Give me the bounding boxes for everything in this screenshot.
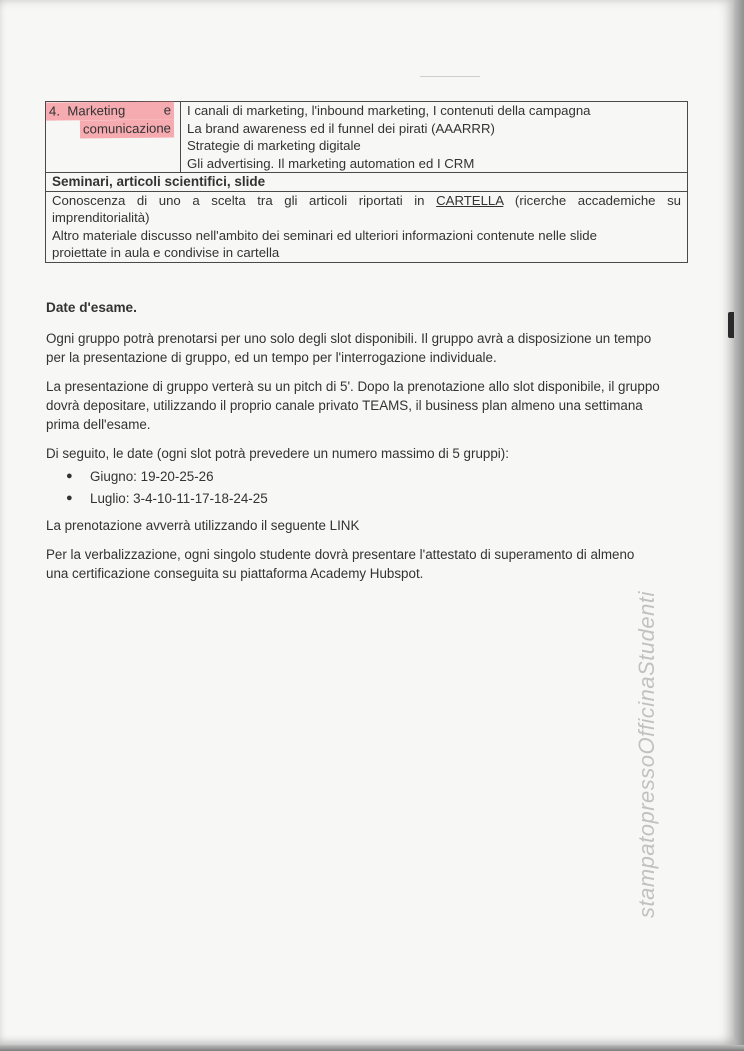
section-body [46,191,688,262]
exam-paragraph: La presentazione di gruppo verterà su un pitch di 5'. Dopo la prenotazione allo slot disponibile, il gruppo dovrà depositare, utilizzando il proprio canale privato TEAMS, il business plan almeno una settimana prima dell'esame. [46,379,660,432]
module-title-word: Marketing [67,102,126,119]
section-title: Seminari, articoli scientifici, slide [46,173,688,192]
topic-item: Strategie di marketing digitale [187,138,361,153]
highlighted-module-title [46,101,174,120]
date-entry: Giugno: 19-20-25-26 [90,469,214,484]
list-item [64,489,660,508]
syllabus-table [45,101,688,263]
dates-list [46,467,660,508]
scan-artifact [420,76,480,77]
booking-link-paragraph: La prenotazione avverrà utilizzando il seguente LINK [46,518,360,533]
topic-item: La brand awareness ed il funnel dei pirati (AAARRR) [187,120,495,136]
exam-paragraph: Per la verbalizzazione, ogni singolo studente dovrà presentare l'attestato di superamento di almeno una certificazione conseguita su piattaforma Academy Hubspot. [46,547,635,581]
exam-section [46,298,660,593]
section-line: Conoscenza di uno a scelta tra gli articoli riportati in [52,192,425,208]
section-line: proiettate in aula e condivise in cartella [52,245,280,260]
section-line: Altro materiale discusso nell'ambito dei seminari ed ulteriori informazioni contenute nelle slide [52,227,597,243]
bullet-icon: ● [66,492,73,504]
section-line-end: (ricerche accademiche su [514,192,682,208]
page-edge-right [734,0,744,1051]
watermark: stampatopressoOfficinaStudenti [634,591,659,918]
topics-cell [181,102,688,173]
list-item [64,467,660,486]
topic-item: Gli advertising. Il marketing automation ed I CRM [187,155,475,171]
exam-paragraph: Di seguito, le date (ogni slot potrà prevedere un numero massimo di 5 gruppi): [46,446,509,461]
date-entry: Luglio: 3-4-10-11-17-18-24-25 [90,491,268,506]
module-title-line2: comunicazione [80,119,174,137]
bullet-icon: ● [66,470,73,482]
topic-item: I canali di marketing, l'inbound marketing, I contenuti della campagna [187,103,591,118]
module-number: 4. [48,103,61,119]
module-cell [46,102,181,173]
module-title-conjunction: e [163,102,172,118]
section-line: imprenditorialità) [52,210,150,225]
cartella-link[interactable]: CARTELLA [436,192,504,208]
section-body-row [46,191,688,262]
page-edge-bottom [0,1045,744,1051]
module-row [46,102,688,173]
section-head-row [46,173,688,192]
exam-heading: Date d'esame. [46,300,137,315]
exam-paragraph: Ogni gruppo potrà prenotarsi per uno solo degli slot disponibili. Il gruppo avrà a disposizione un tempo per la presentazione di gruppo, ed un tempo per l'interrogazione individuale. [46,331,652,365]
